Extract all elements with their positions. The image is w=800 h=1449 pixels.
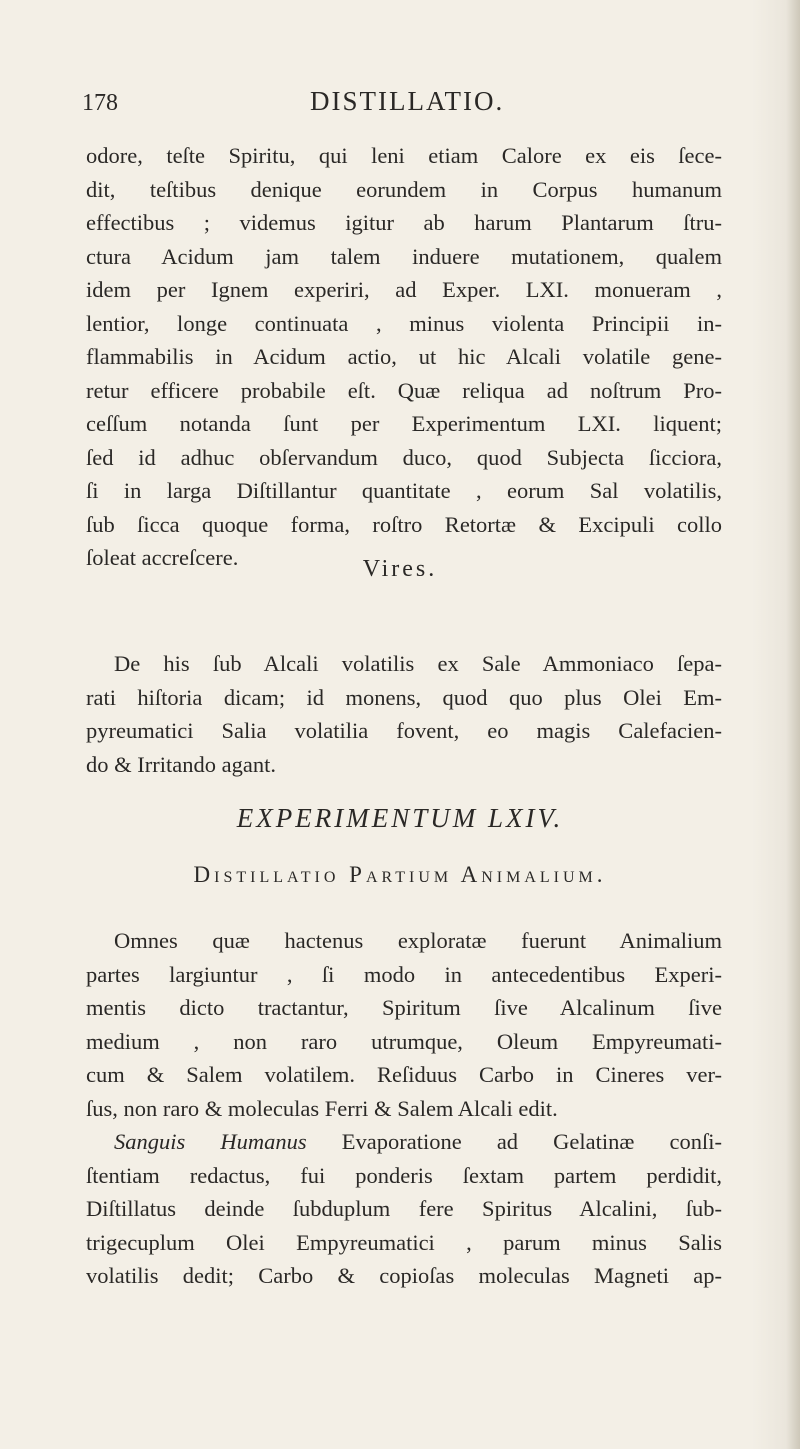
section-heading-vires: Vires. (362, 556, 438, 582)
text-line: rati hiſtoria dicam; id monens, quod quo plus Olei Em- (86, 684, 722, 710)
text-line: lentior, longe continuata , minus violenta Principii in- (86, 310, 722, 336)
text-line: De his ſub Alcali volatilis ex Sale Ammoniaco ſepa- (114, 651, 722, 676)
italic-lead: Sanguis Humanus (114, 1129, 307, 1154)
text-line: partes largiuntur , ſi modo in antecedentibus Experi- (86, 961, 722, 987)
text-line: medium , non raro utrumque, Oleum Empyreumati- (86, 1028, 722, 1054)
text-line (86, 1125, 722, 1159)
text-line: ſtentiam redactus, fui ponderis ſextam partem perdidit, (86, 1162, 722, 1188)
text-line: ſus, non raro & moleculas Ferri & Salem Alcali edit. (86, 1095, 558, 1121)
text-line: ſub ſicca quoque forma, roſtro Retortæ & Excipuli collo (86, 511, 722, 537)
paragraph-1 (86, 139, 722, 575)
text-line: ſed id adhuc obſervandum duco, quod Subjecta ſicciora, (86, 444, 722, 470)
first-line-rest: Evaporatione ad Gelatinæ conſi- (306, 1129, 723, 1154)
text-line: Omnes quæ hactenus exploratæ fuerunt Animalium (114, 928, 722, 953)
text-line: Diſtillatus deinde ſubduplum fere Spiritus Alcalini, ſub- (86, 1196, 722, 1221)
text-line: ſoleat accreſcere. (86, 545, 239, 570)
page-edge-shadow (786, 0, 800, 1449)
page-header (82, 86, 722, 126)
text-line: ceſſum notanda ſunt per Experimentum LXI. liquent; (86, 411, 722, 436)
experiment-heading: EXPERIMENTUM LXIV. (236, 803, 564, 833)
text-line: volatilis dedit; Carbo & copioſas moleculas Magneti ap- (86, 1263, 722, 1288)
text-line: trigecuplum Olei Empyreumatici , parum minus Salis (86, 1229, 722, 1255)
text-line: idem per Ignem experiri, ad Exper. LXI. monueram , (86, 277, 722, 302)
text-line: cum & Salem volatilem. Reſiduus Carbo in Cineres ver- (86, 1062, 722, 1087)
text-line: flammabilis in Acidum actio, ut hic Alcali volatile gene- (86, 344, 722, 369)
text-line: retur efficere probabile eſt. Quæ reliqua ad noſtrum Pro- (86, 377, 722, 403)
paragraph-4 (86, 1125, 722, 1293)
text-line: pyreumatici Salia volatilia fovent, eo magis Calefacien- (86, 718, 722, 743)
running-head: DISTILLATIO. (310, 86, 505, 116)
text-line: ſi in larga Diſtillantur quantitate , eorum Sal volatilis, (86, 478, 722, 503)
experiment-subheading: Diſtillatio Partium Animalium. (193, 862, 607, 887)
page-number: 178 (82, 90, 118, 116)
text-line: odore, teſte Spiritu, qui leni etiam Calore ex eis ſece- (86, 143, 722, 168)
text-line: do & Irritando agant. (86, 751, 276, 777)
text-line: mentis dicto tractantur, Spiritum ſive Alcalinum ſive (86, 995, 722, 1020)
paragraph-3 (86, 924, 722, 1125)
paragraph-2 (86, 647, 722, 781)
text-line: effectibus ; videmus igitur ab harum Plantarum ſtru- (86, 210, 722, 235)
text-line: ctura Acidum jam talem induere mutationem, qualem (86, 243, 722, 269)
text-line: dit, teſtibus denique eorundem in Corpus humanum (86, 176, 722, 202)
